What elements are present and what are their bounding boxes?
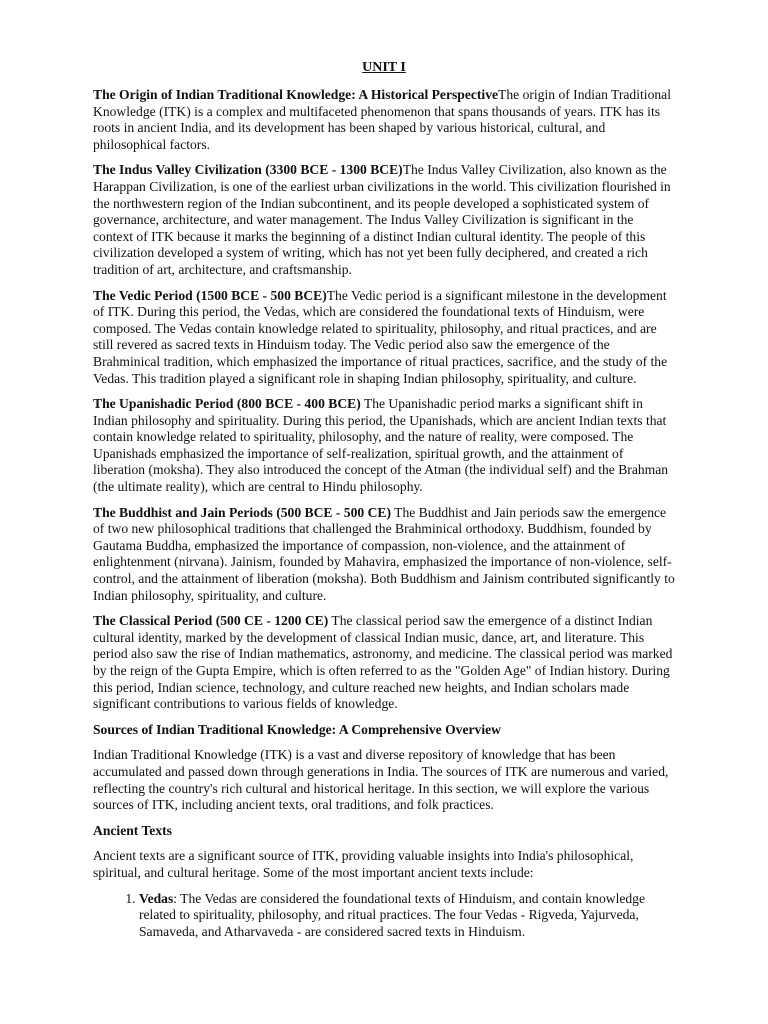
list-item — [139, 891, 675, 941]
section-text: The classical period saw the emergence of a distinct Indian cultural identity, marked by the development of classical Indian music, dance, art, and literature. This period also saw the rise of Indian mathematics, astronomy, and medicine. The classical period was marked by the reign of the Gupta Empire, which is often referred to as the "Golden Age" of Indian history. During this period, Indian science, technology, and culture reached new heights, and Indian scholars made significant contributions to various fields of knowledge. — [93, 613, 673, 712]
section-heading: The Origin of Indian Traditional Knowledge: A Historical Perspective — [93, 87, 499, 102]
section-heading: The Indus Valley Civilization (3300 BCE - 1300 BCE) — [93, 162, 403, 178]
section-text: The Buddhist and Jain periods saw the emergence of two new philosophical traditions that challenged the Brahminical orthodoxy. Buddhism, founded by Gautama Buddha, emphasized the importance of compassion, non-violence, and the attainment of enlightenment (nirvana). Jainism, founded by Mahavira, emphasized the importance of non-violence, self-control, and the attainment of liberation (moksha). Both Buddhism and Jainism contributed significantly to Indian philosophy, spirituality, and culture. — [93, 504, 675, 603]
list-item-text: : The Vedas are considered the foundational texts of Hinduism, and contain knowledge related to spirituality, philosophy, and ritual practices. The four Vedas - Rigveda, Yajurveda, Samaveda, and Atharvaveda - are considered sacred texts in Hinduism. — [139, 890, 646, 939]
section-classical-period — [93, 613, 675, 713]
section-origin — [93, 87, 675, 153]
ancient-texts-heading: Ancient Texts — [93, 822, 172, 838]
unit-title: UNIT I — [362, 60, 406, 75]
section-heading: The Classical Period (500 CE - 1200 CE) — [93, 613, 329, 629]
list-item-term: Vedas — [139, 890, 174, 906]
section-text: The Upanishadic period marks a significant shift in Indian philosophy and spirituality. During this period, the Upanishads, which are ancient Indian texts that contain knowledge related to spirituality, philosophy, and the nature of reality, were composed. The Upanishads emphasized the importance of self-realization, spiritual growth, and the attainment of liberation (moksha). They also introduced the concept of the Atman (the individual self) and the Brahman (the ultimate reality), which are central to Hindu philosophy. — [93, 396, 669, 495]
section-heading: The Buddhist and Jain Periods (500 BCE - 500 CE) — [93, 504, 391, 520]
ancient-texts-intro: Ancient texts are a significant source of ITK, providing valuable insights into India's philosophical, spiritual, and cultural heritage. Some of the most important ancient texts include: — [93, 848, 634, 880]
section-text: The origin of Indian Traditional Knowledge (ITK) is a complex and multifaceted phenomenon that spans thousands of years. ITK has its roots in ancient India, and its development has been shaped by various historical, cultural, and philosophical factors. — [93, 87, 671, 152]
section-heading: The Upanishadic Period (800 BCE - 400 BCE) — [93, 396, 361, 412]
sources-heading: Sources of Indian Traditional Knowledge: A Comprehensive Overview — [93, 721, 501, 737]
section-heading: The Vedic Period (1500 BCE - 500 BCE) — [93, 287, 327, 303]
sources-text: Indian Traditional Knowledge (ITK) is a vast and diverse repository of knowledge that has been accumulated and passed down through generations in India. The sources of ITK are numerous and varied, reflecting the country's rich cultural and historical heritage. In this section, we will explore the various sources of ITK, including ancient texts, oral traditions, and folk practices. — [93, 747, 669, 813]
section-upanishadic-period — [93, 396, 675, 496]
ancient-texts-list — [93, 891, 675, 941]
section-buddhist-jain-periods — [93, 505, 675, 605]
section-text: The Indus Valley Civilization, also known as the Harappan Civilization, is one of the earliest urban civilizations in the world. This civilization flourished in the northwestern region of the Indian subcontinent, and its people developed a sophisticated system of governance, architecture, and water management. The Indus Valley Civilization is significant in the context of ITK because it marks the beginning of a distinct Indian cultural identity. The people of this civilization developed a system of writing, which has not yet been fully deciphered, and created a rich tradition of art, architecture, and craftsmanship. — [93, 162, 671, 277]
section-vedic-period — [93, 288, 675, 388]
section-text: The Vedic period is a significant milestone in the development of ITK. During this period, the Vedas, which are considered the foundational texts of Hinduism, were composed. The Vedas contain knowledge related to spirituality, philosophy, and ritual practices, and are still revered as sacred texts in Hinduism today. The Vedic period also saw the emergence of the Brahminical tradition, which emphasized the importance of ritual practices, sacrifice, and the study of the Vedas. This tradition played a significant role in shaping Indian philosophy, spirituality, and culture. — [93, 287, 668, 386]
section-indus-valley — [93, 162, 675, 278]
